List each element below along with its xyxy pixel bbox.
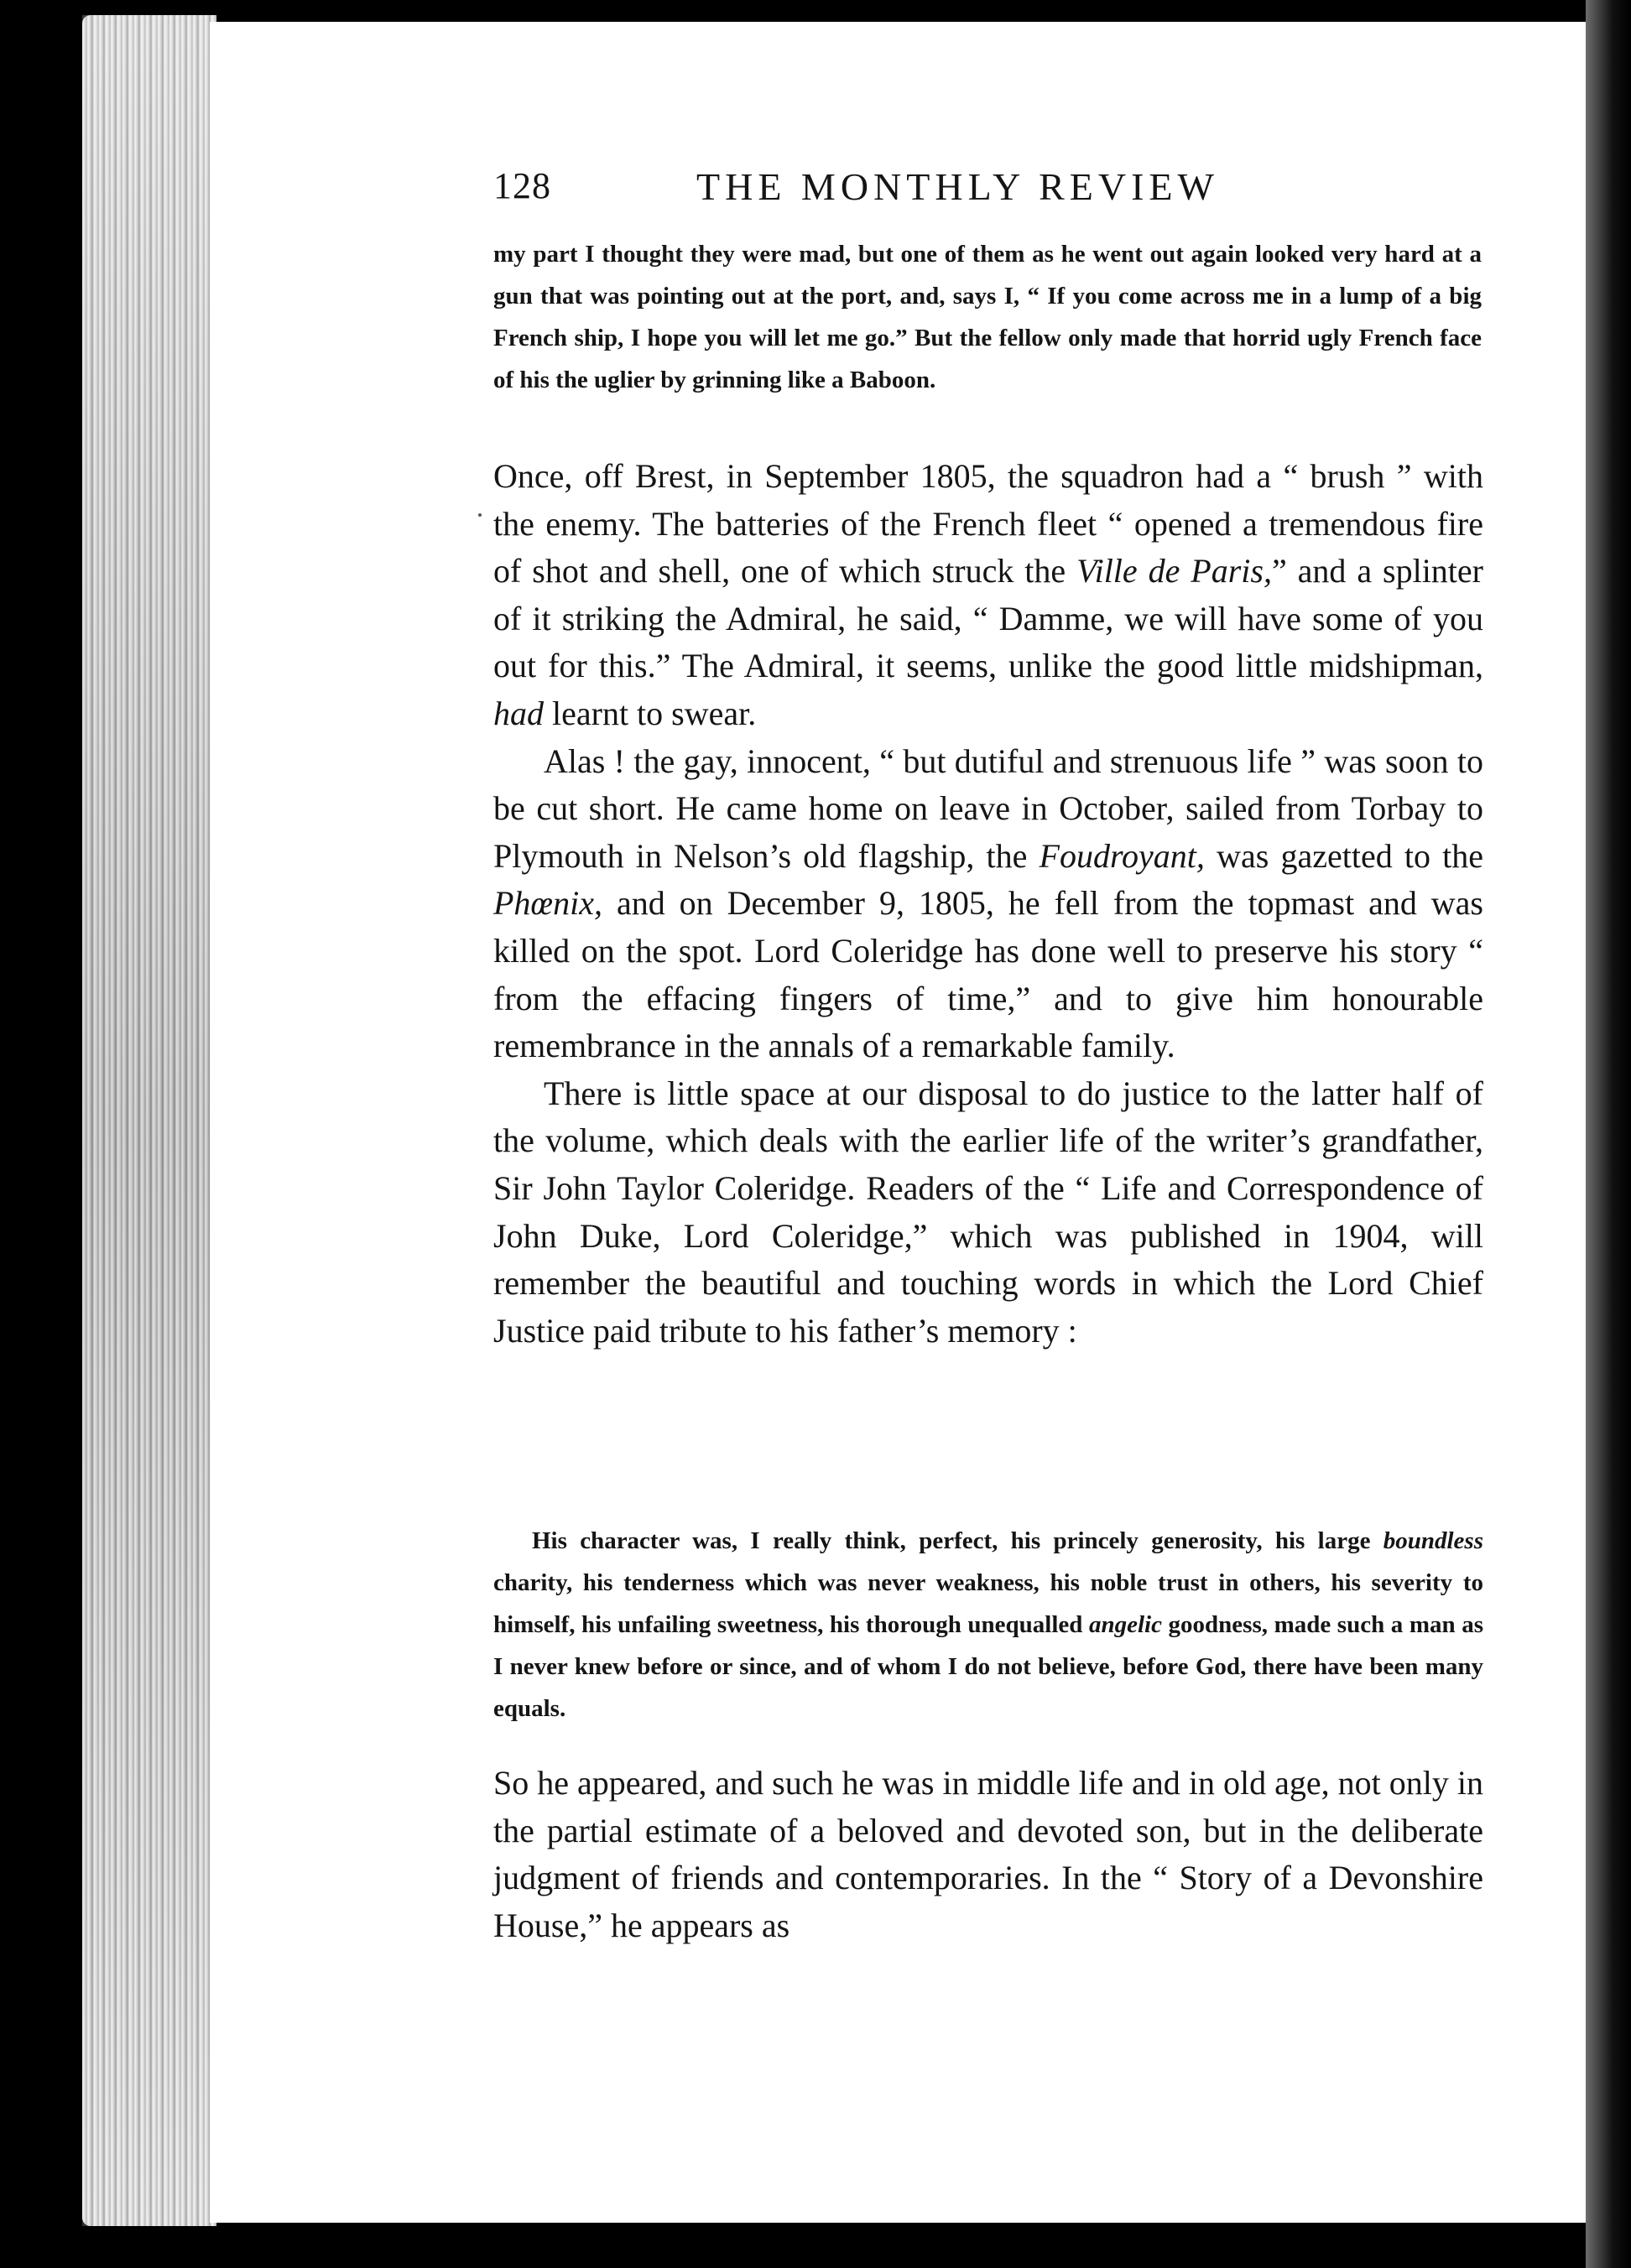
quote-text-a: His character was, I really think, perfect, his princely generosity, his large [532, 1527, 1383, 1554]
letter-excerpt-text: my part I thought they were mad, but one of them as he went out again looked very hard at a gun that was pointing out at the port, and, says I, “ If you come across me in a lump of a big French ship, I hope you will let me go.” But the fellow only made that horrid ugly French face of his the uglier by grinning like a Baboon. [493, 241, 1482, 393]
paragraph-alas-text-b: was gazetted to the [1204, 836, 1484, 875]
page-number: 128 [493, 165, 551, 206]
running-head [285, 164, 1275, 215]
paragraph-brest-text-c: learnt to swear. [544, 694, 757, 732]
book-gutter-shadow [1586, 0, 1631, 2268]
block-quote [493, 1520, 1483, 1730]
ship-name-foudroyant: Foudroyant, [1039, 836, 1205, 875]
letter-excerpt [493, 233, 1482, 401]
paragraph-brest-text-a: Once, off Brest, in September 1805, the squadron had a “ brush ” with the enemy. The batteries of the French fleet “ opened a tremendous fire of shot and shell, one of which struck the [493, 457, 1483, 590]
emphasis-boundless: boundless [1383, 1527, 1483, 1554]
ship-name-ville-de-paris: Ville de Paris, [1076, 552, 1272, 590]
journal-title: THE MONTHLY REVIEW [696, 165, 1219, 208]
block-quote-text [493, 1520, 1483, 1730]
scan-speck [478, 513, 482, 517]
body-text-lower [493, 1760, 1483, 1949]
book-page-edges [82, 15, 216, 2226]
paragraph-alas [493, 738, 1483, 1070]
quote-text-c: goodness, made such a man as I never knew before or since, and of whom I do not believe, before God, there have been many equals. [493, 1611, 1483, 1722]
body-text-upper [493, 453, 1483, 1355]
emphasis-angelic: angelic [1088, 1611, 1162, 1638]
paragraph-so-he-appeared: So he appeared, and such he was in middle life and in old age, not only in the partial estimate of a beloved and devoted son, but in the deliberate judgment of friends and contemporaries. In the “ Story of a Devonshire House,” he appears as [493, 1764, 1483, 1944]
paragraph-little-space: There is little space at our disposal to do justice to the latter half of the volume, which deals with the earlier life of the writer’s grandfather, Sir John Taylor Coleridge. Readers of the “ Life and Correspondence of John Duke, Lord Coleridge,” which was published in 1904, will remember the beautiful and touching words in which the Lord Chief Justice paid tribute to his father’s memory : [493, 1074, 1483, 1350]
ship-name-phoenix: Phœnix, [493, 884, 602, 923]
paragraph-brest-text-b: ” and a splinter of it striking the Admiral, he said, “ Damme, we will have some of you out for this.” The Admiral, it seems, unlike the good little midshipman, [493, 552, 1483, 685]
paragraph-brest [493, 453, 1483, 738]
emphasis-had: had [493, 694, 544, 732]
paragraph-alas-text-c: and on December 9, 1805, he fell from the topmast and was killed on the spot. Lord Coleridge has done well to preserve his story “ from the effacing fingers of time,” and to give him honourable remembrance in the annals of a remarkable family. [493, 884, 1483, 1065]
quote-text-b: charity, his tenderness which was never weakness, his noble trust in others, his severity to himself, his unfailing sweetness, his thorough unequalled [493, 1569, 1483, 1638]
paragraph-alas-text-a: Alas ! the gay, innocent, “ but dutiful and strenuous life ” was soon to be cut short. He came home on leave in October, sailed from Torbay to Plymouth in Nelson’s old flagship, the [493, 741, 1483, 875]
